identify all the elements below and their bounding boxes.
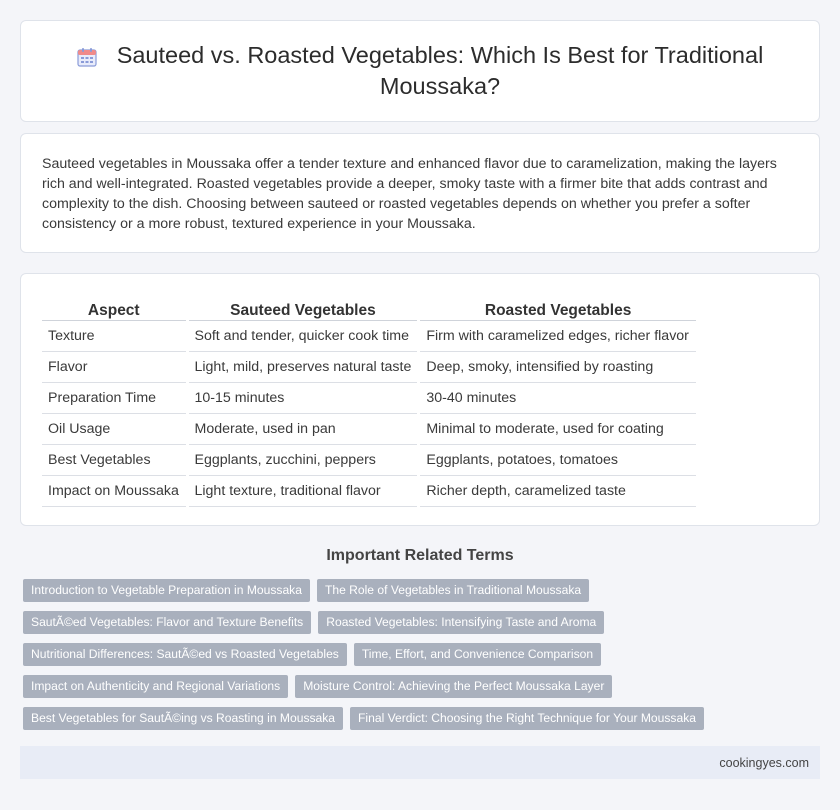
table-row [42, 413, 696, 444]
summary-paragraph: Sauteed vegetables in Moussaka offer a tender texture and enhanced flavor due to caramelization, making the layers rich and well-integrated. Roasted vegetables provide a deeper, smoky taste with a firmer bite that adds contrast and complexity to the dish. Choosing between sauteed or roasted vegetables depends on whether you prefer a softer consistency or a more robust, textured experience in your Moussaka. [42, 156, 777, 232]
header-roasted: Roasted Vegetables [419, 296, 696, 320]
related-term-tag[interactable]: Moisture Control: Achieving the Perfect Moussaka Layer [295, 675, 612, 698]
row-aspect: Flavor [42, 351, 187, 382]
related-term-tag[interactable]: Time, Effort, and Convenience Comparison [354, 643, 601, 666]
related-term-tag[interactable]: Impact on Authenticity and Regional Variations [23, 675, 288, 698]
table-row [42, 444, 696, 475]
row-roasted: Richer depth, caramelized taste [419, 475, 696, 506]
row-roasted: 30-40 minutes [419, 382, 696, 413]
row-sauteed: 10-15 minutes [187, 382, 419, 413]
related-term-tag[interactable]: Final Verdict: Choosing the Right Technique for Your Moussaka [350, 707, 704, 730]
title-card [20, 20, 820, 122]
table-row [42, 351, 696, 382]
header-sauteed: Sauteed Vegetables [187, 296, 419, 320]
row-roasted: Firm with caramelized edges, richer flavor [419, 320, 696, 351]
row-sauteed: Light texture, traditional flavor [187, 475, 419, 506]
related-term-tag[interactable]: Roasted Vegetables: Intensifying Taste and Aroma [318, 611, 604, 634]
row-sauteed: Soft and tender, quicker cook time [187, 320, 419, 351]
footer [20, 746, 820, 779]
table-header-row [42, 296, 696, 320]
row-aspect: Impact on Moussaka [42, 475, 187, 506]
related-term-tag[interactable]: Introduction to Vegetable Preparation in Moussaka [23, 579, 310, 602]
related-term-tag[interactable]: Best Vegetables for SautÃ©ing vs Roasting in Moussaka [23, 707, 343, 730]
related-term-tag[interactable]: Nutritional Differences: SautÃ©ed vs Roasted Vegetables [23, 643, 347, 666]
row-aspect: Oil Usage [42, 413, 187, 444]
row-aspect: Preparation Time [42, 382, 187, 413]
row-roasted: Minimal to moderate, used for coating [419, 413, 696, 444]
related-term-tag[interactable]: SautÃ©ed Vegetables: Flavor and Texture Benefits [23, 611, 311, 634]
table-row [42, 382, 696, 413]
summary-card [20, 133, 820, 253]
header-aspect: Aspect [42, 296, 187, 320]
comparison-card [20, 273, 820, 526]
table-row [42, 320, 696, 351]
comparison-table [42, 296, 696, 507]
footer-site-link[interactable]: cookingyes.com [719, 755, 809, 770]
related-terms-heading: Important Related Terms [326, 547, 514, 564]
table-row [42, 475, 696, 506]
row-sauteed: Light, mild, preserves natural taste [187, 351, 419, 382]
related-term-tag[interactable]: The Role of Vegetables in Traditional Moussaka [317, 579, 589, 602]
row-sauteed: Eggplants, zucchini, peppers [187, 444, 419, 475]
page-title: Sauteed vs. Roasted Vegetables: Which Is Best for Traditional Moussaka? [116, 42, 764, 99]
row-roasted: Deep, smoky, intensified by roasting [419, 351, 696, 382]
related-terms-list [23, 579, 813, 730]
row-sauteed: Moderate, used in pan [187, 413, 419, 444]
row-aspect: Best Vegetables [42, 444, 187, 475]
row-aspect: Texture [42, 320, 187, 351]
row-roasted: Eggplants, potatoes, tomatoes [419, 444, 696, 475]
